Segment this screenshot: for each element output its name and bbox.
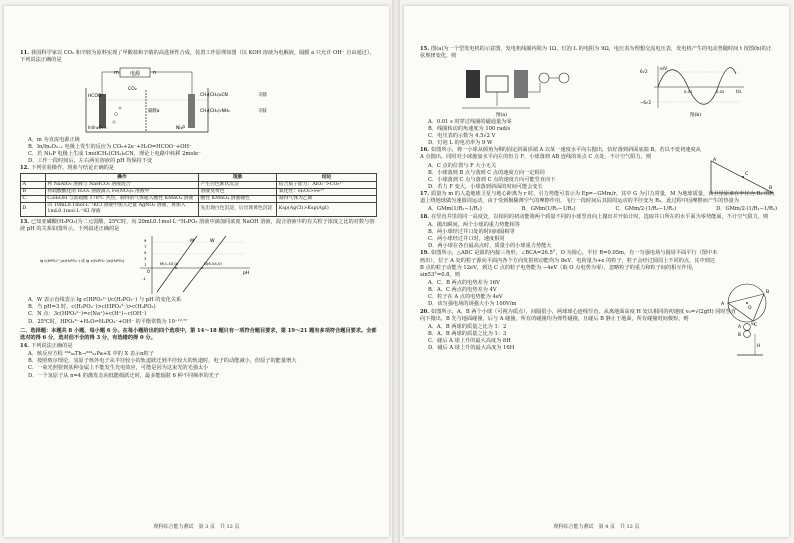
table-row [21,188,377,195]
page-fold [392,0,400,543]
bubble [113,120,115,122]
question-stem: 在竖直井里的同一高度处，以相同的初动能将两个质量不同的小球竖直向上抛出并开始计时，选取井口所在的水平面为零势能面，不计空气阻力，则 [431,213,769,220]
question-20 [420,309,777,323]
question-15 [420,46,777,60]
point-b-label: B [769,185,773,191]
electrolysis-figure [20,66,377,136]
option-a: A．W 表示直线表示 lg c(HPO₃²⁻)/c(H₂PO₃⁻) 与 pH 的变化关系 [28,297,182,304]
point-c-label: C [754,323,758,327]
ball-a-label: A [738,324,742,330]
table-row [21,196,377,203]
table-cell: 产生白色絮状沉淀 [198,181,276,188]
option-c: C．碰后 A 球上升的最大高度为 8H [428,338,511,345]
question-number: 19. [420,250,430,257]
question-stem: 如图所示，将一小球从倾角为θ的固定斜面顶端 A 以某一速度水平向右抛出，恰好落到斜面底端 B。若以不变初速度从 A 点抛出，同时对小球施加水平向左的恒力 F，小球落到 AB 连线的某点 C 点处，不计空气阻力，则 [420,146,701,161]
exam-page-3 [4,6,389,537]
question-stem: 下列实验操作、现象与结论正确的是 [31,164,115,171]
bubble [119,106,121,108]
line-m-label: M [190,239,194,245]
ball-b [744,330,751,337]
y-tick-label: 5 [144,250,147,256]
question-14 [20,343,377,350]
question-stem: 我国科学家以 CO₂ 和辛胺为原料实现了甲酸盐和辛腈的高选择性合成，装置工作原理如图（以 KOH 溶液为电解液，隔膜 a 只允许 OH⁻ 自由通过）。下列说法正确的是 [20,50,375,64]
question-stem: 如图所示，△ABC 是圆的内接三角形，∠BCA=26.5°，O 为圆心，半径 R=0.05m，有一匀强电场与圆周平面平行（图中未画出），位于 A 处的粒子源向平面内各个方向发射初动能均为 8eV、电荷量为+e 的粒子，粒子会经过圆周上不同的点，其中到达 B 点的粒子动能为 12eV，到达 C 点的粒子电势能为 −4eV（取 O 点电势为零），忽略粒子的重力和粒子间的相互作用，sin53°=0.8，则 [420,250,718,278]
magnet-s [514,70,528,98]
table-header: 现象 [198,174,276,181]
table-cell: Ksp(AgCl)>Ksp(AgI) [277,203,377,216]
option-c: C．两小球经过井口时，速度相同 [428,236,505,243]
table-cell: B [21,188,46,195]
option-a: A．m 为直流电源正极 [28,136,80,143]
option-a: A．抛出瞬间，两个小球的重力势能相等 [428,222,520,229]
table-cell: 先出现白色沉淀，后出现黄色沉淀 [198,203,276,216]
table-cell: C₂H₅OH 与浓硫酸 170℃ 共热，制得的气体通入酸性 KMnO₄ 溶液 [45,196,198,203]
question-12 [20,165,377,172]
octanenitrile-tag: 辛腈 [258,92,267,98]
point-a-label: A [713,157,717,163]
option-c: C．粒子在 A 点的电势能为 4eV [428,294,503,301]
question-16-block [420,147,777,191]
table-header [21,174,46,181]
option-c: C．GMm/2·(1/R₂−1/R₁) [615,206,677,213]
log-ratio-ph-plot [40,234,280,296]
option-b: B．两小球经过井口处的时间间隔相等 [428,229,515,236]
option-b: B．小球落到 B 点与落到 C 点的速度方向一定相同 [428,169,545,176]
table-cell: 氧化性：H₂O₂>Fe³⁺ [277,188,377,195]
option-c: C．电压表的示数为 4.5√2 V [428,132,496,139]
question-stem: 图(a)为一个型发电机的示意图，发电机线圈内阻为 1Ω，灯泡 L 的电阻为 9Ω，电压表为理想交流电压表，发电机产生的电动势随时间 t 按图(b)的正弦规律变化，则 [420,46,772,60]
page-footer: 理科综合能力测试 第 3 页 共 12 页 [153,524,240,530]
y-tick-label: 7 [144,244,147,250]
option-b: B．In/In₂O₃₋ₓ 电极上发生的反应为 CO₂+2e⁻+H₂O=HCOO⁻+OH⁻ [28,143,192,150]
option-c: C．一束光照射到某种金属上不能发生光电效应，可能是因为这束光的光强太小 [28,365,209,372]
table-header-row [21,174,377,181]
table-cell: D [21,203,46,216]
generator-figures [420,62,777,118]
option-c: C．N 点：3c(HPO₃²⁻)=c(Na⁺)+c(H⁺)−c(OH⁻) [28,311,147,318]
height-label: H [757,343,761,349]
octylamine-tag: 辛胺 [258,108,267,114]
option-d: D．该匀强电场的场强大小为 100V/m [428,301,517,308]
right-electrode [188,94,195,128]
ball-b-label: B [738,332,742,338]
question-number: 15. [420,46,430,52]
option-a: A．C、B 两点的电势差为 16V [428,280,500,287]
ball-a [744,323,751,330]
question-stem: 如图所示，A、B 两个小球（可视为质点），间隔很小，两球球心连线竖直，从离地面高度 H 处以相同的初速度 v₀=√(2gH) 同时竖直向下抛出，B 先与地面碰撞，后与 A 碰撞，所有的碰撞均为弹性碰撞，且碰后 B 静止于地面，所有碰撞时间极短，则 [420,308,736,322]
option-a: A．0.01 s 时穿过线圈的磁通量为零 [428,118,512,125]
question-number: 17. [420,190,430,197]
time-tick-label: 0.01 [684,88,693,94]
question-number: 11. [20,50,30,56]
question-11 [20,50,377,64]
page-4-content [420,46,777,515]
option-d: D．GMm/2·(1/R₁−1/R₂) [716,206,777,213]
option-b: B．按照玻尔理论，氢原子核外电子从半径较小的轨道跃迁到半径较大的轨道时，电子的动能减小，但原子的能量增大 [28,358,297,365]
x-axis-label: pH [243,271,250,277]
option-b: B．当 pH=3 时，c(H₂PO₃⁻)>c(HPO₃²⁻)>c(H₃PO₃) [28,304,156,311]
question-number: 18. [420,213,430,220]
option-d: D．一个氢原子从 n=4 的激发态向低能级跃迁时，最多能辐射 6 种不同频率的光子 [28,372,220,379]
page-footer: 理科综合能力测试 第 4 页 共 12 页 [553,524,640,530]
right-wire [150,69,192,94]
electrolysis-diagram [80,66,280,136]
center-o [746,303,748,305]
v0-label: v₀ [751,320,755,326]
stacked-balls-diagram [735,319,765,359]
point-a-label: A [721,302,725,308]
table-cell: C [21,196,46,203]
question-stem: 已知亚磷酸(H₃PO₃)为二元弱酸，25℃时，向 20mL0.1mol·L⁻¹H₃PO₃ 溶液中滴加同浓度 NaOH 溶液，混合溶液中的有关粒子浓度之比的对数与溶液 pH 的关系如图所示。下列叙述正确的是 [20,218,375,232]
table-cell: 结合质子能力：AlO₂⁻>CO₃²⁻ [277,181,377,188]
table-cell: 向 10mL0.1mol·L⁻¹KCl 溶液中加入过量 AgNO₃ 溶液，再加入 1mL0.1mol·L⁻¹KI 溶液 [45,203,198,216]
left-electrode [99,94,106,128]
trough-label: −6√2 [640,99,651,105]
question-stem: 质量为 m 的人造地球卫星与地心距离为 r 时，引力势能可表示为 Ep=−GMm/r，其中 G 为引力常量，M 为地球质量。该卫星原来在半径为 R₁ 的轨道上绕地球做匀速圆周运动，由于受到极稀薄空气的摩擦作用，飞行一段时间后其圆周运动的半径变为 R₂，此过程中因摩擦而产生的热量为 [420,190,775,204]
option-d: D．碰后 A 球上升的最大高度为 16H [428,345,515,352]
option-d: D．两小球在各自最高点时，质量小的小球重力势能大 [428,243,552,250]
option-a: A．A、B 两球的质量之比为 1：2 [428,324,507,331]
option-a: A．C 点的位置与 F 大小无关 [428,162,497,169]
peak-label: 6√2 [640,68,648,74]
point-m [175,267,177,269]
wire [528,83,540,92]
graph-x-label: t/s [736,89,742,95]
question-19 [420,250,777,278]
option-a: A．GMm(1/R₂−1/R₁) [428,206,482,213]
option-b: B．线圈转动的角速度为 100 rad/s [428,125,511,132]
time-tick-label: 0.02 [716,88,725,94]
y-tick-label: 3 [144,256,147,262]
left-electrode-label: In/In₂O₃₋ₓ [88,124,108,130]
voltmeter [539,73,549,83]
terminal-n-label: n [153,69,157,76]
page-3-content [20,50,377,515]
right-electrode-label: Ni₂P [176,125,185,131]
octylamine-formula: CH₃(CH₂)₇NH₂ [200,108,230,114]
question-13 [20,219,377,233]
figure-b-label: 图(b) [690,112,702,118]
table-cell: 制得气体为乙烯 [277,196,377,203]
table-header: 操作 [45,174,198,181]
figure-a-label: 图(a) [496,112,507,118]
y-tick-label: 9 [144,238,147,244]
sine-curve [658,67,736,104]
phosphorous-acid-graph [20,234,377,296]
option-d: D．工作一段时间后，左右两室溶液的 pH 均保持不变 [28,157,153,164]
generator-diagram [460,62,580,118]
line-w-label: W [210,239,215,245]
option-d: D．25℃时，HPO₃²⁻+H₂O⇌H₂PO₃⁻+OH⁻ 的平衡常数为 10⁻¹²·⁵⁷ [28,318,188,325]
exam-page-4 [404,6,789,537]
point-n [201,267,203,269]
graph-y-label: e/V [660,66,668,72]
bubble [115,112,118,115]
section-2-instructions: 二、选择题：本题共 8 小题，每小题 6 分。在每小题给出的四个选项中，第 14～18 题只有一项符合题目要求，第 19～21 题有多项符合题目要求。全部选对的得 6 分，选对但不全的得 3 分，有选错的得 0 分。 [20,327,377,341]
point-b-label: B [766,290,770,296]
origin-label: 0 [147,270,150,276]
experiment-table [20,173,377,216]
table-cell: 将 NaAlO₂ 溶液与 NaHCO₃ 溶液混合 [45,181,198,188]
option-d: D．若力 F 变大，小球落到斜面的时间可能会变长 [428,183,543,190]
bulb [559,73,569,83]
point-o-label: O [748,306,752,312]
power-supply-label: 电源 [129,70,141,77]
option-b: B．A、B 两球的质量之比为 1：3 [428,331,507,338]
question-stem: 下列说法正确的是 [31,342,73,349]
options-row [428,206,777,213]
co2-label: CO₂ [128,86,137,92]
point-c-label: C [745,171,749,177]
y-tick-label: -1 [142,276,146,282]
graph-y-label: lg c(HPO₃²⁻)/c(H₂PO₃⁻) 或 lg c(H₂PO₃⁻)/c(H₃PO₃) [40,259,125,264]
point-c [742,176,744,178]
table-cell: 酸性 KMnO₄ 溶液褪色 [198,196,276,203]
table-row [21,203,377,216]
point-m-label: M(1.43,0) [160,261,179,267]
table-cell: A [21,181,46,188]
question-number: 12. [20,164,30,171]
table-cell: 将硫酸酸化的 H₂O₂ 溶液滴入 Fe(NO₃)₂ 溶液中 [45,188,198,195]
question-20-block [420,309,777,353]
option-a: A．核反应方程 ²³⁴₉₀Th→²³⁴₉₁Pa+X 中的 X 表示α粒子 [28,351,155,358]
point-n-label: N(6.54,0) [204,261,222,267]
table-cell: 溶液变黄色 [198,188,276,195]
terminal-m-label: m [114,69,119,76]
octanenitrile-formula: CH₃(CH₂)₆CN [200,92,228,98]
option-b: B．A、C 两点的电势差为 4V [428,287,497,294]
option-c: C．若 Ni₂P 电极上生成 1molCH₃(CH₂)₆CN，理论上电路中转移 2mole⁻ [28,150,201,157]
table-header: 结论 [277,174,377,181]
option-b: B．GMm(1/R₁−1/R₂) [521,206,576,213]
option-d: D．灯泡 L 的电功率为 9 W [428,139,493,146]
coil [486,76,508,92]
y-tick-label: 1 [144,262,147,268]
question-number: 13. [20,218,30,225]
magnet-n [466,70,480,98]
incline-diagram [707,155,777,197]
question-18 [420,214,777,221]
question-number: 20. [420,308,430,315]
table-row [21,181,377,188]
question-number: 14. [20,342,30,349]
question-number: 16. [420,146,430,153]
emf-sine-graph [640,62,750,118]
membrane-label: 隔膜a [148,108,160,114]
option-c: C．小球落到 C 点与落到 C 点的速度方向可能竖直向下 [428,176,556,183]
formate-label: HCOO⁻ [88,93,104,99]
